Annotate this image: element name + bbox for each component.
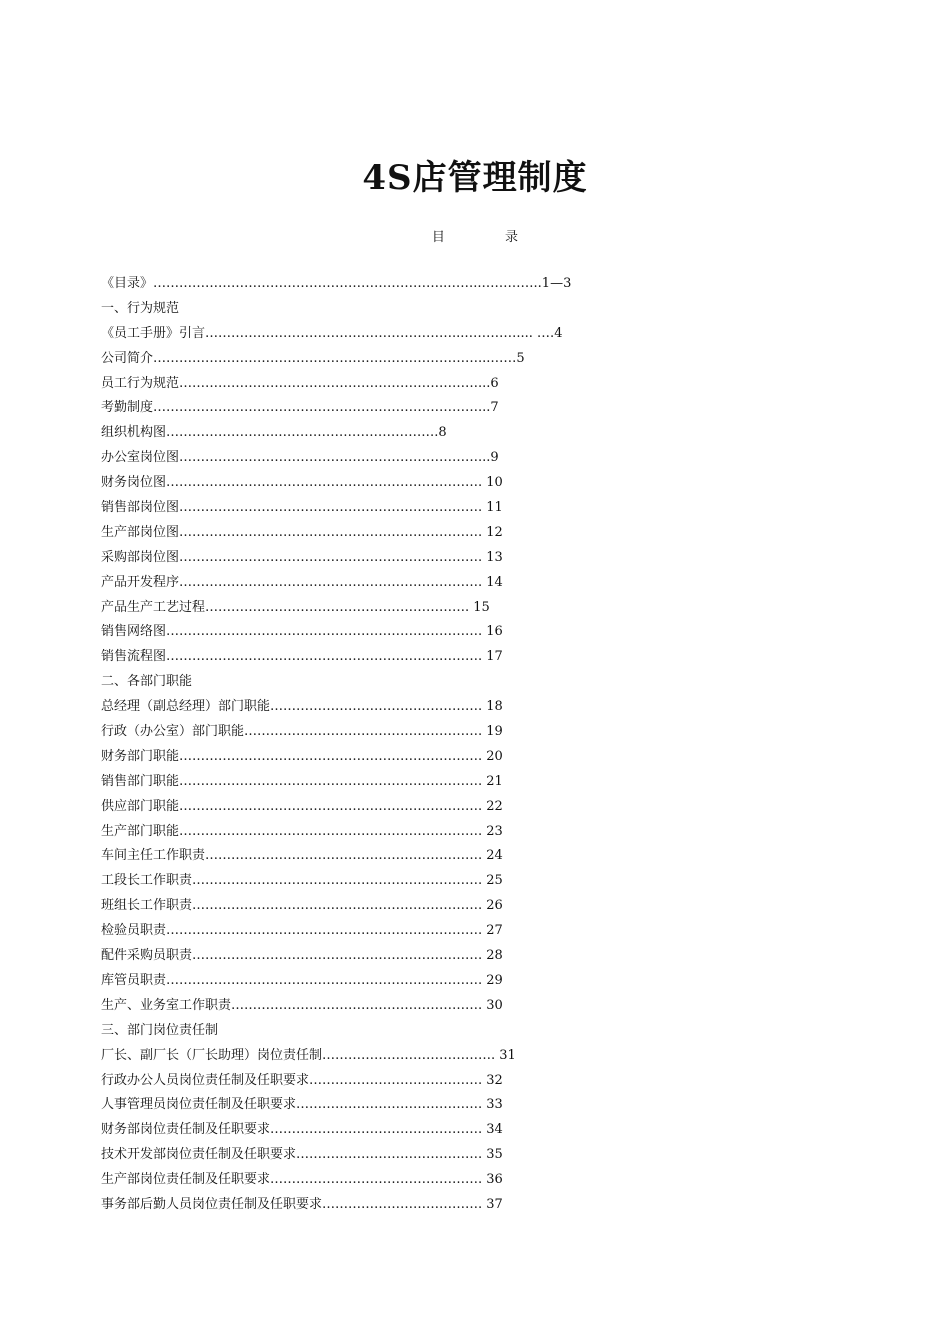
- toc-entry[interactable]: 库管员职责………………………………………………………………. 29: [101, 972, 503, 988]
- toc-entry[interactable]: 生产部岗位责任制及任职要求…………………………………………. 36: [101, 1172, 503, 1188]
- toc-entry[interactable]: 组织机构图……………………..……………………………….8: [101, 425, 447, 441]
- toc-entry[interactable]: 公司简介…………………………………………………………………...……5: [101, 350, 525, 366]
- toc-entry[interactable]: 行政（办公室）部门职能………………………………………………. 19: [101, 724, 503, 740]
- toc-entry[interactable]: 配件采购员职责…………………………………………………………. 28: [101, 948, 503, 964]
- toc-entry[interactable]: 行政办公人员岗位责任制及任职要求…………………………………. 32: [101, 1072, 503, 1088]
- toc-entry[interactable]: 供应部门职能……………………………………………………………. 22: [101, 798, 503, 814]
- toc-entry[interactable]: 二、各部门职能: [101, 674, 193, 690]
- toc-heading: 目 录: [431, 230, 547, 245]
- toc-entry[interactable]: 总经理（副总经理）部门职能…………………………………………. 18: [101, 699, 503, 715]
- toc-entry[interactable]: 检验员职责………………………………………………………………. 27: [101, 923, 503, 939]
- toc-entry[interactable]: 厂长、副厂长（厂长助理）岗位责任制…………………………………. 31: [101, 1047, 516, 1063]
- toc-entry[interactable]: 销售部门职能……………………………………………………………. 21: [101, 773, 503, 789]
- toc-entry[interactable]: 销售流程图………………………………………………………………. 17: [101, 649, 503, 665]
- toc-entry[interactable]: 技术开发部岗位责任制及任职要求……………………………………. 35: [101, 1147, 503, 1163]
- toc-entry[interactable]: 生产部门职能……………………………………………………………. 23: [101, 823, 503, 839]
- table-of-contents: [101, 274, 641, 1220]
- toc-entry[interactable]: 办公室岗位图……………………………………………………………...9: [101, 450, 499, 466]
- toc-entry[interactable]: 《员工手册》引言…………………………………………………...………….... .…4: [101, 325, 563, 341]
- toc-entry[interactable]: 工段长工作职责…………………………………………………………. 25: [101, 873, 503, 889]
- toc-entry[interactable]: 销售部岗位图……………………………………………………………. 11: [101, 500, 503, 516]
- toc-entry[interactable]: 销售网络图………………………………………………………………. 16: [101, 624, 503, 640]
- toc-entry[interactable]: 考勤制度…………………………………………………………………...7: [101, 400, 499, 416]
- toc-entry[interactable]: 一、行为规范: [101, 300, 180, 316]
- toc-entry[interactable]: 《目录》…………………………………………………………..……..…………..1—3: [101, 276, 572, 291]
- toc-entry[interactable]: 产品生产工艺过程……………………………………………………. 15: [101, 599, 490, 615]
- toc-entry[interactable]: 车间主任工作职责………………………………………………………. 24: [101, 848, 503, 864]
- toc-entry[interactable]: 三、部门岗位责任制: [101, 1022, 219, 1038]
- toc-entry[interactable]: 财务部门职能……………………………………………………………. 20: [101, 748, 503, 764]
- toc-entry[interactable]: 采购部岗位图……………………………………………………………. 13: [101, 549, 503, 565]
- toc-entry[interactable]: 财务岗位图………………………………………………………………. 10: [101, 475, 503, 491]
- toc-entry[interactable]: 人事管理员岗位责任制及任职要求……………………………………. 33: [101, 1097, 503, 1113]
- toc-entry[interactable]: 生产、业务室工作职责…………………………………………………. 30: [101, 997, 503, 1013]
- document-title: 4S店管理制度: [362, 158, 588, 198]
- toc-entry[interactable]: 班组长工作职责…………………………………………………………. 26: [101, 898, 503, 914]
- toc-entry[interactable]: 员工行为规范……………………………………………………………...6: [101, 375, 499, 391]
- toc-entry[interactable]: 财务部岗位责任制及任职要求…………………………………………. 34: [101, 1122, 503, 1138]
- toc-entry[interactable]: 产品开发程序……………………………………………………………. 14: [101, 574, 503, 590]
- toc-entry[interactable]: 事务部后勤人员岗位责任制及任职要求………………………………. 37: [101, 1196, 503, 1212]
- toc-entry[interactable]: 生产部岗位图……………………………………………………………. 12: [101, 524, 503, 540]
